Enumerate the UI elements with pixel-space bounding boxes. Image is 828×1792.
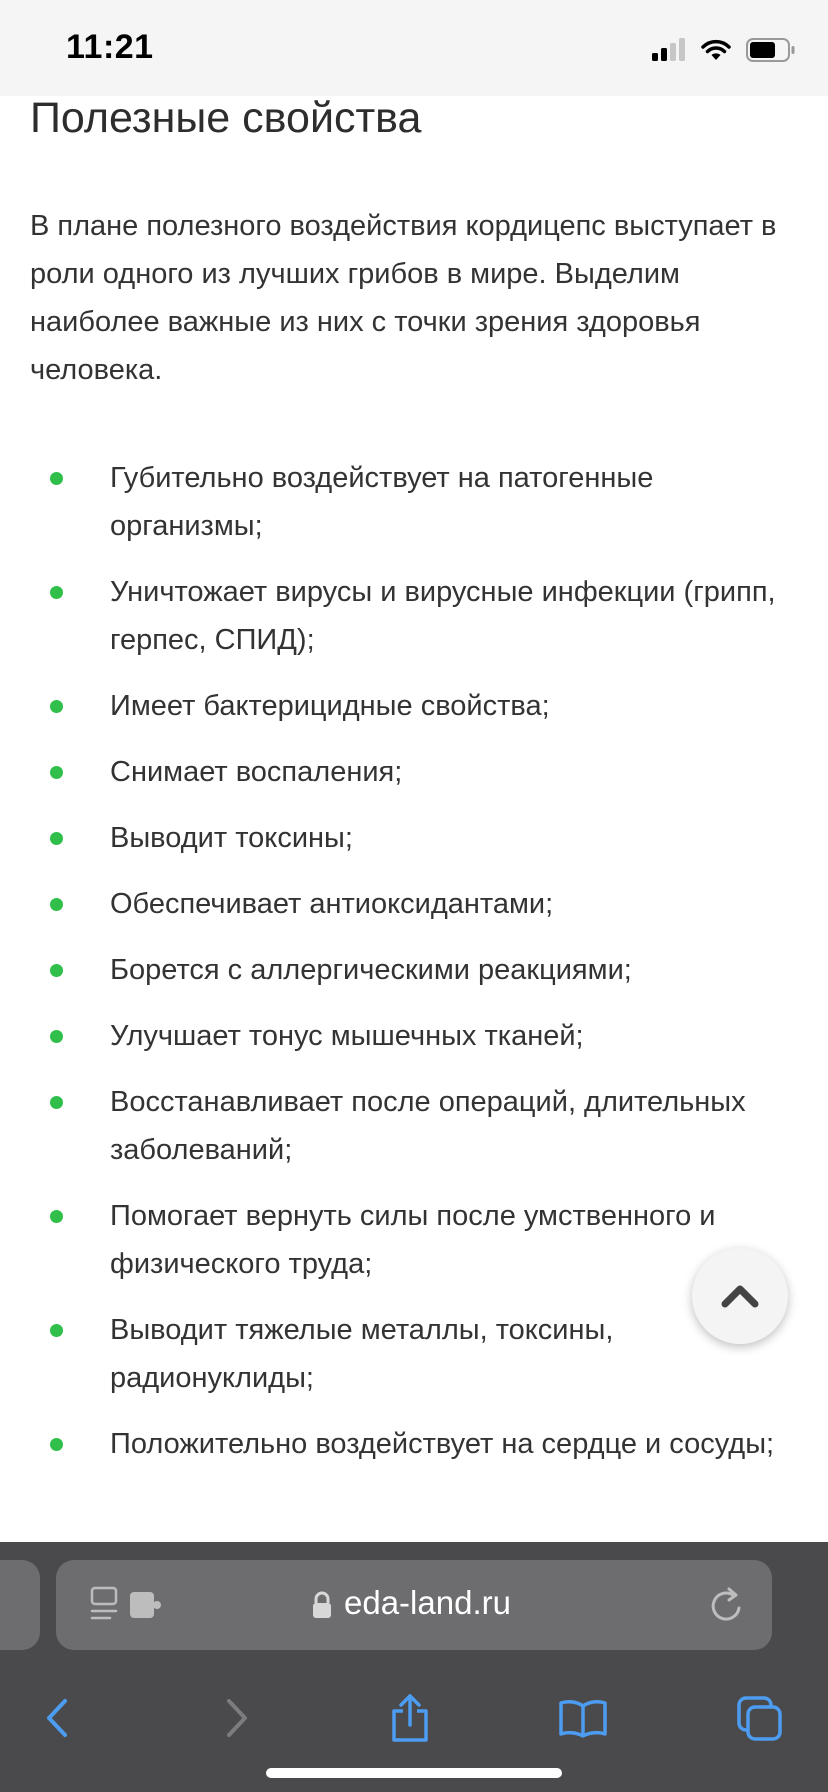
browser-bottom-bar bbox=[0, 1542, 828, 1792]
bookmarks-button[interactable] bbox=[553, 1688, 613, 1748]
bullet-icon bbox=[50, 1030, 63, 1043]
chevron-up-icon bbox=[720, 1283, 760, 1309]
scroll-to-top-button[interactable] bbox=[692, 1248, 788, 1344]
lock-icon bbox=[312, 1591, 332, 1619]
bullet-icon bbox=[50, 1096, 63, 1109]
bullet-icon bbox=[50, 1324, 63, 1337]
bullet-icon bbox=[50, 832, 63, 845]
bullet-icon bbox=[50, 1210, 63, 1223]
list-item bbox=[0, 1078, 828, 1174]
bullet-icon bbox=[50, 964, 63, 977]
list-item-text: Выводит токсины; bbox=[110, 822, 353, 854]
back-icon bbox=[43, 1698, 71, 1738]
bullet-icon bbox=[50, 700, 63, 713]
cellular-signal-icon bbox=[652, 38, 686, 62]
bookmarks-icon bbox=[558, 1698, 608, 1738]
list-item-text: Губительно воздействует на патогенные организмы; bbox=[110, 462, 654, 542]
bullet-icon bbox=[50, 1438, 63, 1451]
forward-button[interactable] bbox=[207, 1688, 267, 1748]
list-item-text: Уничтожает вирусы и вирусные инфекции (грипп, герпес, СПИД); bbox=[110, 576, 776, 656]
reload-icon[interactable] bbox=[708, 1585, 746, 1625]
address-bar[interactable] bbox=[56, 1560, 772, 1650]
list-item-text: Восстанавливает после операций, длительных заболеваний; bbox=[110, 1086, 746, 1166]
list-item bbox=[0, 814, 828, 862]
list-item-text: Обеспечивает антиоксидантами; bbox=[110, 888, 554, 920]
share-icon bbox=[390, 1693, 430, 1743]
tabs-icon bbox=[736, 1695, 784, 1741]
list-item-text: Выводит тяжелые металлы, токсины, радионуклиды; bbox=[110, 1314, 614, 1394]
list-item-text: Снимает воспаления; bbox=[110, 756, 403, 788]
back-button[interactable] bbox=[27, 1688, 87, 1748]
list-item bbox=[0, 454, 828, 550]
bullet-icon bbox=[50, 586, 63, 599]
status-icons bbox=[652, 36, 796, 64]
tabs-button[interactable] bbox=[730, 1688, 790, 1748]
list-item-text: Борется с аллергическими реакциями; bbox=[110, 954, 632, 986]
status-bar bbox=[0, 0, 828, 96]
bullet-icon bbox=[50, 766, 63, 779]
list-item bbox=[0, 682, 828, 730]
list-item-text: Улучшает тонус мышечных тканей; bbox=[110, 1020, 584, 1052]
list-item bbox=[0, 568, 828, 664]
share-button[interactable] bbox=[380, 1688, 440, 1748]
list-item bbox=[0, 946, 828, 994]
list-item bbox=[0, 748, 828, 796]
status-time: 11:21 bbox=[66, 28, 154, 66]
forward-icon bbox=[223, 1698, 251, 1738]
benefits-list bbox=[0, 454, 828, 1486]
browser-toolbar bbox=[0, 1674, 828, 1754]
list-item-text: Помогает вернуть силы после умственного и физического труда; bbox=[110, 1200, 716, 1280]
list-item bbox=[0, 880, 828, 928]
wifi-icon bbox=[700, 38, 732, 62]
battery-icon bbox=[746, 38, 796, 62]
list-item-text: Имеет бактерицидные свойства; bbox=[110, 690, 550, 722]
page-title: Полезные свойства bbox=[30, 96, 422, 142]
list-item bbox=[0, 1420, 828, 1468]
home-indicator[interactable] bbox=[266, 1768, 562, 1778]
bullet-icon bbox=[50, 472, 63, 485]
previous-tab-address-bar[interactable] bbox=[0, 1560, 40, 1650]
list-item bbox=[0, 1012, 828, 1060]
list-item-text: Положительно воздействует на сердце и сосуды; bbox=[110, 1428, 775, 1460]
url-text[interactable]: eda-land.ru bbox=[344, 1584, 511, 1621]
page-menu-icon[interactable] bbox=[90, 1586, 162, 1624]
intro-paragraph: В плане полезного воздействия кордицепс выступает в роли одного из лучших грибов в мире. Выделим наиболее важные из них с точки зрения здоровья человека. bbox=[30, 210, 777, 386]
bullet-icon bbox=[50, 898, 63, 911]
